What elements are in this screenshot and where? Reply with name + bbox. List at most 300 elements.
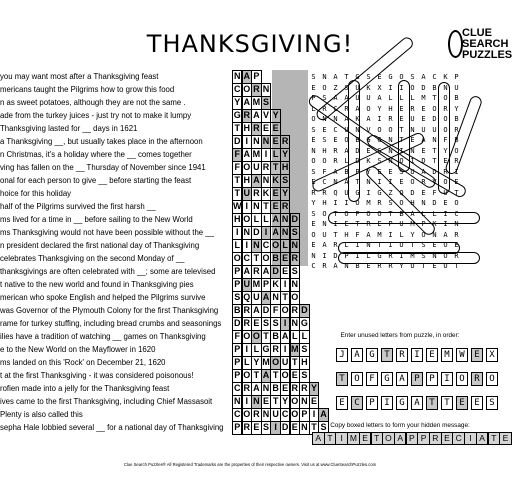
answer-cell[interactable]: O (242, 83, 252, 97)
answer-cell[interactable]: T (270, 161, 280, 175)
answer-cell[interactable]: A (242, 148, 252, 162)
letter-box[interactable]: G (366, 348, 378, 362)
puzzle-letter[interactable]: T (355, 220, 360, 228)
answer-cell[interactable]: A (251, 382, 261, 396)
puzzle-letter[interactable]: L (388, 94, 393, 102)
answer-cell[interactable]: I (242, 395, 252, 409)
puzzle-letter[interactable]: I (399, 83, 404, 92)
puzzle-letter[interactable]: Y (454, 104, 459, 113)
puzzle-letter[interactable]: N (410, 125, 415, 134)
puzzle-letter[interactable]: T (399, 136, 404, 144)
answer-cell[interactable]: D (280, 421, 290, 435)
answer-cell[interactable]: B (270, 382, 280, 396)
answer-cell[interactable]: L (232, 239, 242, 253)
answer-cell[interactable]: A (318, 408, 328, 422)
puzzle-letter[interactable]: R (311, 188, 316, 197)
answer-cell[interactable]: C (280, 408, 290, 422)
message-box[interactable]: T (324, 432, 337, 445)
puzzle-letter[interactable]: Q (333, 188, 338, 197)
answer-cell[interactable]: L (290, 330, 300, 344)
puzzle-letter[interactable]: O (454, 199, 459, 207)
answer-cell[interactable]: V (261, 109, 271, 123)
answer-cell[interactable]: R (251, 187, 261, 201)
answer-cell[interactable]: E (270, 135, 280, 149)
letter-box[interactable]: I (411, 348, 423, 362)
answer-cell[interactable]: O (232, 252, 242, 266)
answer-cell[interactable]: E (280, 252, 290, 266)
puzzle-letter[interactable]: B (344, 167, 349, 176)
puzzle-letter[interactable]: R (344, 104, 349, 113)
answer-cell[interactable]: A (280, 330, 290, 344)
answer-cell[interactable]: N (261, 83, 271, 97)
answer-cell[interactable]: M (290, 343, 300, 357)
puzzle-letter[interactable]: T (333, 230, 338, 239)
letter-box[interactable]: F (366, 372, 378, 386)
answer-cell[interactable]: O (242, 369, 252, 383)
answer-cell[interactable]: E (290, 421, 300, 435)
puzzle-letter[interactable]: I (410, 157, 415, 165)
puzzle-letter[interactable]: T (388, 209, 393, 218)
puzzle-letter[interactable]: N (311, 146, 316, 155)
puzzle-letter[interactable]: P (311, 94, 316, 102)
puzzle-letter[interactable]: O (322, 209, 327, 218)
answer-cell[interactable]: D (270, 265, 280, 279)
answer-cell[interactable]: I (242, 343, 252, 357)
answer-cell[interactable]: C (232, 382, 242, 396)
puzzle-letter[interactable]: H (322, 146, 327, 155)
answer-cell[interactable]: N (251, 239, 261, 253)
answer-cell[interactable]: N (232, 70, 242, 84)
letter-box[interactable]: E (471, 396, 483, 410)
answer-cell[interactable]: L (280, 239, 290, 253)
answer-cell[interactable]: G (299, 317, 309, 331)
answer-cell[interactable]: S (318, 421, 328, 435)
puzzle-letter[interactable]: L (399, 230, 404, 239)
puzzle-letter[interactable]: R (377, 262, 382, 270)
puzzle-letter[interactable]: U (399, 241, 404, 249)
answer-cell[interactable]: S (232, 291, 242, 305)
puzzle-letter[interactable]: P (388, 220, 393, 228)
puzzle-letter[interactable]: Y (311, 199, 316, 207)
puzzle-letter[interactable]: M (410, 220, 415, 228)
message-box[interactable]: E (359, 432, 372, 445)
answer-cell[interactable]: N (270, 291, 280, 305)
puzzle-letter[interactable]: H (410, 199, 415, 207)
answer-cell[interactable]: R (280, 135, 290, 149)
puzzle-letter[interactable]: I (388, 178, 393, 186)
puzzle-letter[interactable]: G (377, 188, 382, 197)
puzzle-letter[interactable]: N (432, 230, 437, 239)
puzzle-letter[interactable]: O (311, 230, 316, 239)
answer-cell[interactable]: P (232, 265, 242, 279)
puzzle-letter[interactable]: S (311, 125, 316, 134)
puzzle-letter[interactable]: U (443, 188, 448, 197)
answer-cell[interactable]: C (232, 83, 242, 97)
answer-cell[interactable]: Y (280, 148, 290, 162)
message-box[interactable]: T (371, 432, 384, 445)
answer-cell[interactable]: P (232, 356, 242, 370)
answer-cell[interactable]: R (261, 161, 271, 175)
puzzle-letter[interactable]: A (421, 73, 426, 81)
puzzle-letter[interactable]: R (443, 104, 448, 113)
answer-cell[interactable]: O (270, 356, 280, 370)
puzzle-letter[interactable]: F (443, 136, 448, 144)
puzzle-letter[interactable]: R (322, 262, 327, 270)
puzzle-letter[interactable]: N (366, 178, 371, 186)
puzzle-letter[interactable]: A (344, 178, 349, 186)
answer-cell[interactable]: T (232, 122, 242, 136)
puzzle-letter[interactable]: D (410, 188, 415, 197)
puzzle-letter[interactable]: D (421, 157, 426, 165)
puzzle-letter[interactable]: T (432, 146, 437, 155)
puzzle-letter[interactable]: R (410, 104, 415, 113)
puzzle-letter[interactable]: R (388, 262, 393, 270)
message-box[interactable]: O (382, 432, 395, 445)
message-box[interactable]: P (417, 432, 430, 445)
answer-cell[interactable]: C (261, 239, 271, 253)
answer-cell[interactable]: L (299, 330, 309, 344)
message-box[interactable]: M (347, 432, 360, 445)
puzzle-letter[interactable]: M (421, 94, 426, 102)
answer-cell[interactable]: T (261, 200, 271, 214)
answer-cell[interactable]: E (309, 395, 319, 409)
puzzle-letter[interactable]: I (355, 241, 360, 249)
answer-cell[interactable]: D (251, 226, 261, 240)
puzzle-letter[interactable]: E (421, 146, 426, 155)
message-box[interactable]: T (488, 432, 501, 445)
puzzle-letter[interactable]: E (421, 115, 426, 123)
message-box[interactable]: A (312, 432, 325, 445)
answer-cell[interactable]: S (261, 96, 271, 110)
answer-cell[interactable]: O (242, 408, 252, 422)
puzzle-letter[interactable]: C (333, 125, 338, 134)
answer-cell[interactable]: E (290, 369, 300, 383)
answer-cell[interactable]: L (251, 343, 261, 357)
puzzle-letter[interactable]: R (322, 188, 327, 197)
puzzle-letter[interactable]: C (432, 73, 437, 81)
puzzle-letter[interactable]: E (344, 220, 349, 228)
answer-cell[interactable]: M (261, 356, 271, 370)
answer-cell[interactable]: Y (232, 96, 242, 110)
letter-box[interactable]: P (366, 396, 378, 410)
puzzle-letter[interactable]: G (355, 188, 360, 197)
puzzle-letter[interactable]: O (322, 157, 327, 165)
answer-cell[interactable]: F (232, 330, 242, 344)
answer-cell[interactable]: M (251, 278, 261, 292)
answer-cell[interactable]: S (261, 421, 271, 435)
answer-cell[interactable]: Y (280, 395, 290, 409)
answer-cell[interactable]: R (242, 421, 252, 435)
puzzle-letter[interactable]: C (311, 262, 316, 270)
puzzle-letter[interactable]: S (322, 136, 327, 144)
answer-cell[interactable]: R (280, 200, 290, 214)
letter-box[interactable]: X (486, 348, 498, 362)
answer-cell[interactable]: L (261, 213, 271, 227)
answer-cell[interactable]: T (290, 356, 300, 370)
puzzle-letter[interactable]: R (454, 230, 459, 239)
answer-cell[interactable]: B (270, 252, 280, 266)
puzzle-letter[interactable]: B (355, 136, 360, 144)
puzzle-letter[interactable]: M (366, 199, 371, 207)
puzzle-letter[interactable]: I (388, 230, 393, 239)
answer-cell[interactable]: N (290, 278, 300, 292)
answer-cell[interactable]: O (290, 291, 300, 305)
puzzle-letter[interactable]: A (421, 167, 426, 176)
puzzle-letter[interactable]: U (399, 220, 404, 228)
answer-cell[interactable]: R (251, 83, 261, 97)
answer-cell[interactable]: N (251, 135, 261, 149)
puzzle-letter[interactable]: A (322, 241, 327, 249)
puzzle-letter[interactable]: E (443, 199, 448, 207)
puzzle-letter[interactable]: O (410, 178, 415, 186)
answer-cell[interactable]: H (242, 122, 252, 136)
puzzle-letter[interactable]: O (421, 230, 426, 239)
answer-cell[interactable]: N (299, 395, 309, 409)
puzzle-letter[interactable]: R (454, 251, 459, 260)
answer-cell[interactable]: N (242, 226, 252, 240)
puzzle-letter[interactable]: E (377, 167, 382, 176)
puzzle-letter[interactable]: S (344, 83, 349, 92)
puzzle-letter[interactable]: N (454, 220, 459, 228)
puzzle-letter[interactable]: Q (399, 188, 404, 197)
answer-cell[interactable]: K (270, 174, 280, 188)
puzzle-letter[interactable]: D (355, 146, 360, 155)
puzzle-letter[interactable]: N (388, 136, 393, 144)
letter-box[interactable]: I (441, 372, 453, 386)
puzzle-letter[interactable]: S (311, 73, 316, 81)
letter-box[interactable]: M (441, 348, 453, 362)
answer-cell[interactable]: N (251, 395, 261, 409)
puzzle-letter[interactable]: I (388, 83, 393, 92)
answer-cell[interactable]: Y (251, 356, 261, 370)
puzzle-letter[interactable]: T (432, 157, 437, 165)
answer-cell[interactable]: R (242, 382, 252, 396)
answer-cell[interactable]: S (299, 369, 309, 383)
puzzle-letter[interactable]: E (454, 178, 459, 186)
answer-cell[interactable]: Y (280, 187, 290, 201)
puzzle-letter[interactable]: U (454, 83, 459, 92)
puzzle-letter[interactable]: E (311, 241, 316, 249)
answer-cell[interactable]: L (270, 148, 280, 162)
puzzle-letter[interactable]: R (454, 125, 459, 134)
puzzle-letter[interactable]: T (399, 125, 404, 134)
puzzle-letter[interactable]: E (333, 136, 338, 144)
puzzle-letter[interactable]: T (432, 94, 437, 102)
answer-cell[interactable]: H (299, 356, 309, 370)
puzzle-letter[interactable]: O (399, 157, 404, 165)
puzzle-letter[interactable]: H (322, 199, 327, 207)
puzzle-letter[interactable]: K (366, 83, 371, 92)
puzzle-letter[interactable]: E (377, 73, 382, 81)
answer-cell[interactable]: N (261, 408, 271, 422)
puzzle-letter[interactable]: D (432, 199, 437, 207)
puzzle-letter[interactable]: P (421, 220, 426, 228)
letter-box[interactable]: S (486, 396, 498, 410)
message-box[interactable]: R (429, 432, 442, 445)
letter-box[interactable]: E (456, 396, 468, 410)
letter-box[interactable]: T (441, 396, 453, 410)
puzzle-letter[interactable]: I (333, 220, 338, 228)
puzzle-letter[interactable]: N (322, 220, 327, 228)
puzzle-letter[interactable]: I (366, 188, 371, 197)
answer-cell[interactable]: I (242, 239, 252, 253)
answer-cell[interactable]: U (280, 356, 290, 370)
answer-cell[interactable]: Q (242, 291, 252, 305)
puzzle-letter[interactable]: N (443, 83, 448, 92)
puzzle-letter[interactable]: Y (366, 167, 371, 176)
answer-cell[interactable]: T (280, 291, 290, 305)
answer-cell[interactable]: S (280, 174, 290, 188)
answer-cell[interactable]: I (280, 343, 290, 357)
answer-cell[interactable]: I (232, 226, 242, 240)
puzzle-letter[interactable]: S (311, 209, 316, 218)
puzzle-letter[interactable]: F (322, 167, 327, 176)
puzzle-letter[interactable]: Y (399, 262, 404, 270)
puzzle-letter[interactable]: N (355, 125, 360, 134)
puzzle-letter[interactable]: N (366, 241, 371, 249)
puzzle-letter[interactable]: L (344, 241, 349, 249)
answer-cell[interactable]: D (232, 135, 242, 149)
answer-cell[interactable]: P (232, 278, 242, 292)
answer-cell[interactable]: T (251, 369, 261, 383)
answer-cell[interactable]: K (270, 278, 280, 292)
puzzle-letter[interactable]: P (355, 167, 360, 176)
puzzle-letter[interactable]: C (454, 209, 459, 218)
message-box[interactable]: A (476, 432, 489, 445)
puzzle-letter[interactable]: E (421, 104, 426, 113)
answer-cell[interactable]: A (261, 291, 271, 305)
puzzle-letter[interactable]: U (443, 262, 448, 270)
puzzle-letter[interactable]: E (377, 220, 382, 228)
puzzle-letter[interactable]: O (443, 115, 448, 123)
puzzle-letter[interactable]: G (366, 136, 371, 144)
puzzle-letter[interactable]: A (377, 94, 382, 102)
answer-cell[interactable]: I (270, 421, 280, 435)
answer-cell[interactable]: W (232, 200, 242, 214)
answer-cell[interactable]: Y (270, 109, 280, 123)
puzzle-letter[interactable]: A (344, 94, 349, 102)
puzzle-letter[interactable]: R (322, 104, 327, 113)
answer-cell[interactable]: O (280, 369, 290, 383)
answer-cell[interactable]: S (261, 317, 271, 331)
puzzle-letter[interactable]: O (410, 83, 415, 92)
puzzle-letter[interactable]: O (399, 73, 404, 81)
puzzle-letter[interactable]: O (432, 104, 437, 113)
message-box[interactable]: A (394, 432, 407, 445)
answer-cell[interactable]: F (232, 148, 242, 162)
puzzle-letter[interactable]: A (333, 73, 338, 81)
answer-cell[interactable]: U (242, 278, 252, 292)
letter-box[interactable]: O (456, 372, 468, 386)
puzzle-letter[interactable]: E (366, 146, 371, 155)
puzzle-letter[interactable]: U (355, 94, 360, 102)
answer-cell[interactable]: S (299, 343, 309, 357)
puzzle-letter[interactable]: A (344, 146, 349, 155)
puzzle-letter[interactable]: O (344, 136, 349, 144)
answer-cell[interactable]: N (251, 200, 261, 214)
puzzle-letter[interactable]: A (421, 136, 426, 144)
puzzle-letter[interactable]: H (388, 104, 393, 113)
puzzle-letter[interactable]: S (421, 241, 426, 249)
puzzle-letter[interactable]: I (355, 251, 360, 260)
puzzle-letter[interactable]: L (366, 251, 371, 260)
puzzle-letter[interactable]: N (410, 146, 415, 155)
answer-cell[interactable]: S (290, 226, 300, 240)
answer-cell[interactable]: K (261, 187, 271, 201)
puzzle-letter[interactable]: E (311, 178, 316, 186)
answer-cell[interactable]: A (242, 70, 252, 84)
answer-cell[interactable]: I (242, 200, 252, 214)
answer-cell[interactable]: B (232, 304, 242, 318)
puzzle-letter[interactable]: O (377, 125, 382, 134)
answer-cell[interactable]: T (232, 187, 242, 201)
answer-cell[interactable]: E (280, 382, 290, 396)
puzzle-letter[interactable]: A (333, 167, 338, 176)
puzzle-letter[interactable]: O (311, 157, 316, 165)
message-box[interactable]: P (406, 432, 419, 445)
puzzle-letter[interactable]: R (366, 220, 371, 228)
answer-cell[interactable]: G (261, 343, 271, 357)
puzzle-letter[interactable]: B (454, 94, 459, 102)
puzzle-letter[interactable]: O (388, 125, 393, 134)
answer-cell[interactable]: I (261, 226, 271, 240)
puzzle-letter[interactable]: O (399, 199, 404, 207)
answer-cell[interactable]: P (251, 70, 261, 84)
puzzle-letter[interactable]: R (421, 178, 426, 186)
answer-cell[interactable]: U (251, 291, 261, 305)
puzzle-letter[interactable]: O (344, 209, 349, 218)
puzzle-letter[interactable]: T (421, 262, 426, 270)
puzzle-letter[interactable]: E (432, 241, 437, 249)
puzzle-letter[interactable]: A (443, 230, 448, 239)
puzzle-letter[interactable]: D (432, 115, 437, 123)
answer-cell[interactable]: N (290, 317, 300, 331)
answer-cell[interactable]: N (261, 382, 271, 396)
answer-cell[interactable]: R (242, 304, 252, 318)
letter-box[interactable]: E (426, 348, 438, 362)
answer-cell[interactable]: C (242, 252, 252, 266)
puzzle-letter[interactable]: A (333, 262, 338, 270)
letter-box[interactable]: R (471, 372, 483, 386)
puzzle-letter[interactable]: N (432, 136, 437, 144)
puzzle-letter[interactable]: V (366, 125, 371, 134)
answer-cell[interactable]: A (270, 213, 280, 227)
puzzle-letter[interactable]: E (443, 157, 448, 165)
puzzle-letter[interactable]: U (344, 188, 349, 197)
letter-box[interactable]: C (351, 396, 363, 410)
answer-cell[interactable]: E (270, 200, 280, 214)
answer-cell[interactable]: U (270, 408, 280, 422)
puzzle-letter[interactable]: I (454, 167, 459, 176)
puzzle-letter[interactable]: U (322, 230, 327, 239)
puzzle-letter[interactable]: U (410, 115, 415, 123)
letter-box[interactable]: T (336, 372, 348, 386)
answer-cell[interactable]: A (251, 304, 261, 318)
puzzle-letter[interactable]: U (421, 125, 426, 134)
puzzle-letter[interactable]: L (410, 94, 415, 102)
answer-cell[interactable]: S (270, 317, 280, 331)
letter-box[interactable]: I (381, 396, 393, 410)
puzzle-letter[interactable]: K (443, 73, 448, 81)
puzzle-letter[interactable]: G (377, 251, 382, 260)
puzzle-letter[interactable]: I (399, 146, 404, 155)
puzzle-letter[interactable]: A (355, 104, 360, 113)
puzzle-letter[interactable]: B (432, 83, 437, 92)
puzzle-letter[interactable]: K (432, 220, 437, 228)
puzzle-letter[interactable]: S (377, 157, 382, 165)
answer-cell[interactable]: R (290, 304, 300, 318)
puzzle-letter[interactable]: F (355, 209, 360, 218)
